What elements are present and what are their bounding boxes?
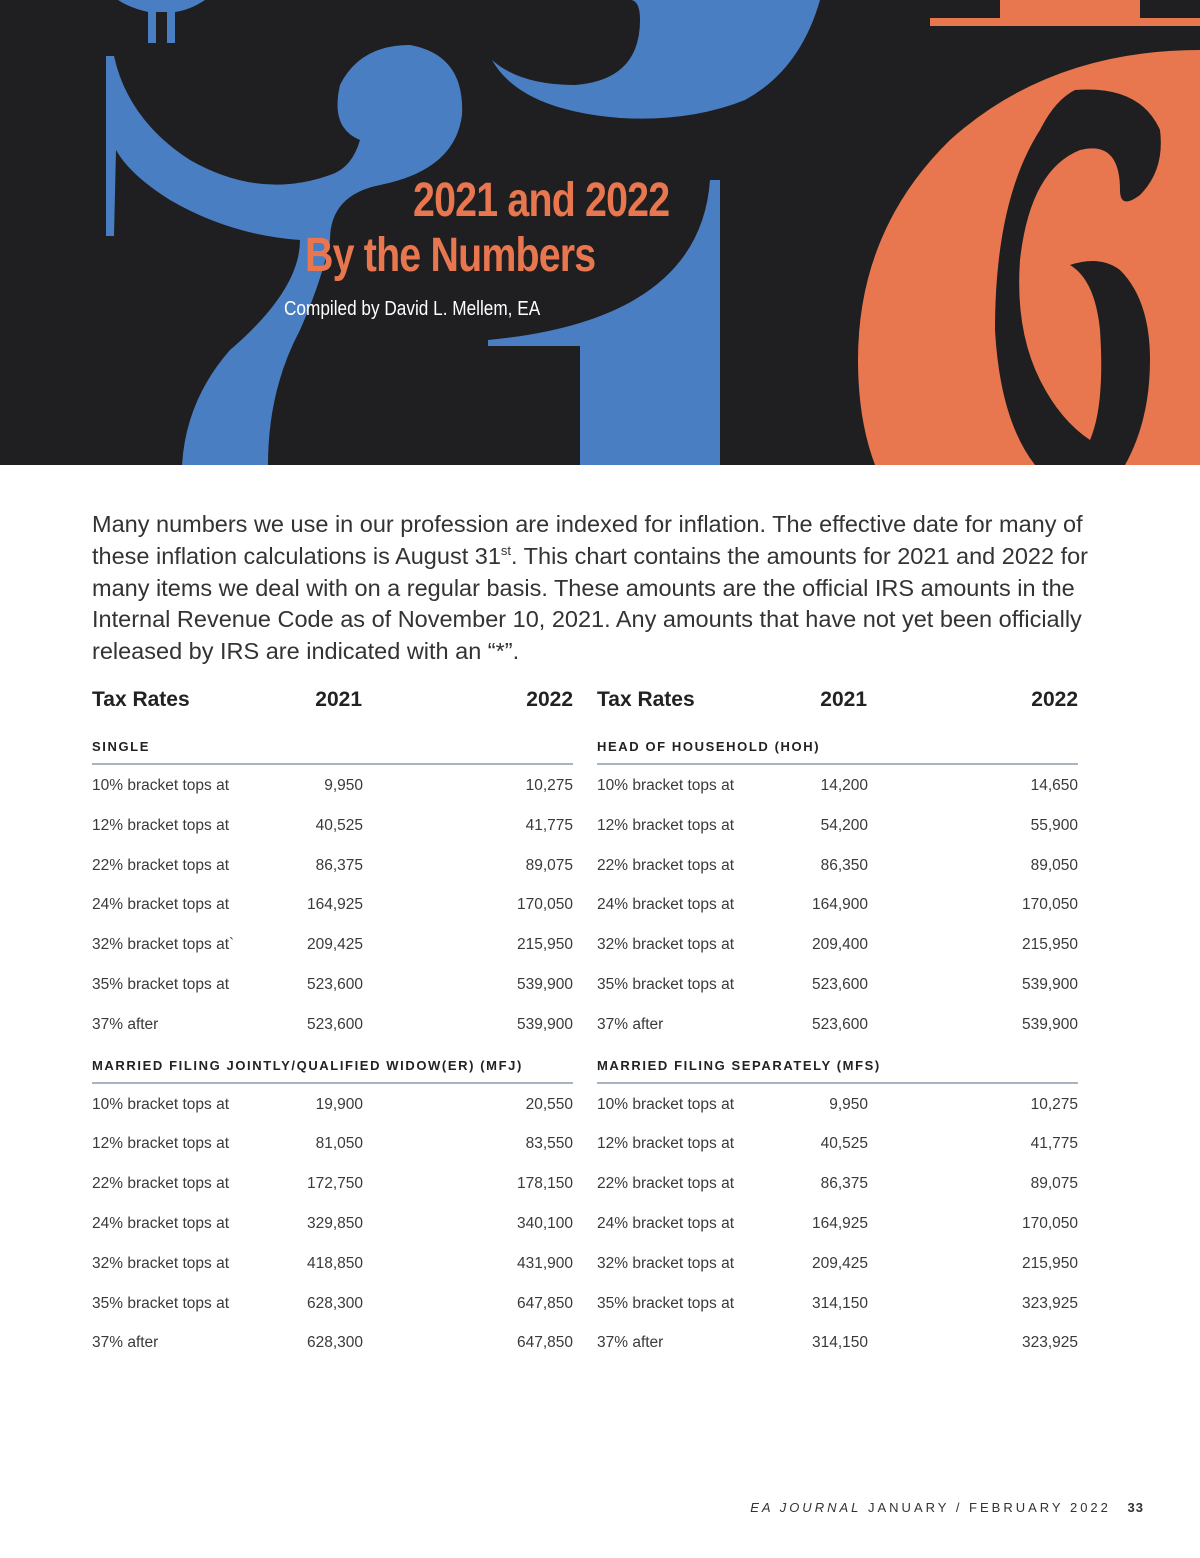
table-row bbox=[92, 1123, 573, 1163]
table-row bbox=[92, 765, 573, 805]
row-label: 24% bracket tops at bbox=[597, 896, 734, 914]
value-2022: 323,925 bbox=[1021, 1334, 1078, 1352]
value-2021: 628,300 bbox=[306, 1294, 363, 1312]
row-label: 12% bracket tops at bbox=[92, 816, 229, 834]
page-title-line1: 2021 and 2022 bbox=[413, 174, 670, 227]
tax-table-left bbox=[92, 688, 573, 1362]
row-label: 22% bracket tops at bbox=[597, 1175, 734, 1193]
value-2021: 628,300 bbox=[306, 1334, 363, 1352]
value-2022: 539,900 bbox=[1021, 1015, 1078, 1033]
table-row bbox=[597, 845, 1078, 885]
table-row bbox=[597, 1163, 1078, 1203]
table-row bbox=[597, 1004, 1078, 1044]
value-2021: 164,925 bbox=[811, 1214, 868, 1232]
value-2021: 209,400 bbox=[811, 936, 868, 954]
row-label: 37% after bbox=[92, 1334, 159, 1352]
row-label: 12% bracket tops at bbox=[597, 1135, 734, 1153]
row-label: 10% bracket tops at bbox=[597, 1095, 734, 1113]
value-2021: 14,200 bbox=[820, 777, 868, 794]
value-2022: 10,275 bbox=[525, 777, 573, 794]
value-2021: 523,600 bbox=[306, 1015, 363, 1033]
value-2021: 164,900 bbox=[811, 896, 868, 914]
table-row bbox=[597, 884, 1078, 924]
value-2022: 215,950 bbox=[516, 936, 573, 954]
table-row bbox=[92, 964, 573, 1004]
row-label: 22% bracket tops at bbox=[92, 1175, 229, 1193]
value-2021: 172,750 bbox=[306, 1175, 363, 1193]
value-2022: 431,900 bbox=[516, 1254, 573, 1272]
row-label: 12% bracket tops at bbox=[597, 816, 734, 834]
tax-table-right bbox=[597, 688, 1078, 1362]
value-2022: 170,050 bbox=[1021, 896, 1078, 914]
intro-paragraph bbox=[92, 509, 1092, 668]
header-tax-rates: Tax Rates bbox=[597, 688, 695, 711]
table-header bbox=[92, 688, 573, 718]
value-2022: 20,550 bbox=[525, 1095, 573, 1113]
value-2022: 14,650 bbox=[1030, 777, 1078, 794]
table-row bbox=[597, 1084, 1078, 1124]
table-row bbox=[597, 805, 1078, 845]
value-2021: 523,600 bbox=[811, 1015, 868, 1033]
table-row bbox=[92, 1283, 573, 1323]
value-2021: 86,350 bbox=[820, 856, 868, 874]
table-row bbox=[92, 884, 573, 924]
value-2021: 523,600 bbox=[811, 975, 868, 993]
row-label: 35% bracket tops at bbox=[597, 1294, 734, 1312]
table-row bbox=[92, 1203, 573, 1243]
value-2021: 329,850 bbox=[306, 1214, 363, 1232]
value-2022: 539,900 bbox=[1021, 975, 1078, 993]
value-2022: 647,850 bbox=[516, 1294, 573, 1312]
value-2022: 215,950 bbox=[1021, 936, 1078, 954]
value-2022: 340,100 bbox=[516, 1214, 573, 1232]
table-row bbox=[92, 1004, 573, 1044]
header-2021: 2021 bbox=[820, 688, 867, 711]
table-header bbox=[597, 688, 1078, 718]
value-2022: 323,925 bbox=[1021, 1294, 1078, 1312]
section-title: MARRIED FILING JOINTLY/QUALIFIED WIDOW(ER) (MFJ) bbox=[92, 1056, 573, 1084]
header-2022: 2022 bbox=[1031, 688, 1078, 711]
value-2021: 81,050 bbox=[315, 1135, 363, 1153]
page-title-line2: By the Numbers bbox=[305, 229, 596, 282]
value-2021: 314,150 bbox=[811, 1294, 868, 1312]
header-2022: 2022 bbox=[526, 688, 573, 711]
row-label: 24% bracket tops at bbox=[92, 1214, 229, 1232]
value-2022: 89,075 bbox=[1030, 1175, 1078, 1193]
value-2022: 10,275 bbox=[1030, 1095, 1078, 1113]
value-2022: 539,900 bbox=[516, 1015, 573, 1033]
byline: Compiled by David L. Mellem, EA bbox=[284, 298, 541, 320]
row-label: 37% after bbox=[597, 1334, 664, 1352]
value-2022: 215,950 bbox=[1021, 1254, 1078, 1272]
table-row bbox=[92, 845, 573, 885]
table-row bbox=[92, 924, 573, 964]
page-number: 33 bbox=[1127, 1500, 1144, 1515]
value-2021: 209,425 bbox=[811, 1254, 868, 1272]
row-label: 35% bracket tops at bbox=[92, 975, 229, 993]
value-2022: 55,900 bbox=[1030, 816, 1078, 834]
value-2021: 314,150 bbox=[811, 1334, 868, 1352]
row-label: 32% bracket tops at` bbox=[92, 936, 235, 954]
value-2022: 41,775 bbox=[525, 816, 573, 834]
row-label: 24% bracket tops at bbox=[92, 896, 229, 914]
row-label: 35% bracket tops at bbox=[92, 1294, 229, 1312]
value-2022: 170,050 bbox=[516, 896, 573, 914]
row-label: 22% bracket tops at bbox=[92, 856, 229, 874]
section-title: SINGLE bbox=[92, 737, 573, 765]
value-2021: 40,525 bbox=[315, 816, 363, 834]
section-title: HEAD OF HOUSEHOLD (HOH) bbox=[597, 737, 1078, 765]
table-row bbox=[597, 765, 1078, 805]
footer-issue: JANUARY / FEBRUARY 2022 bbox=[868, 1500, 1111, 1515]
table-row bbox=[92, 1243, 573, 1283]
row-label: 10% bracket tops at bbox=[92, 777, 229, 794]
table-row bbox=[597, 1203, 1078, 1243]
value-2022: 178,150 bbox=[516, 1175, 573, 1193]
row-label: 32% bracket tops at bbox=[597, 1254, 734, 1272]
table-row bbox=[92, 1322, 573, 1362]
value-2022: 89,075 bbox=[525, 856, 573, 874]
row-label: 10% bracket tops at bbox=[92, 1095, 229, 1113]
value-2021: 523,600 bbox=[306, 975, 363, 993]
value-2021: 40,525 bbox=[820, 1135, 868, 1153]
value-2022: 647,850 bbox=[516, 1334, 573, 1352]
table-row bbox=[597, 964, 1078, 1004]
hero-banner bbox=[0, 0, 1200, 465]
table-row bbox=[597, 1283, 1078, 1323]
table-row bbox=[92, 805, 573, 845]
value-2021: 9,950 bbox=[829, 1095, 868, 1113]
value-2021: 209,425 bbox=[306, 936, 363, 954]
header-2021: 2021 bbox=[315, 688, 362, 711]
row-label: 22% bracket tops at bbox=[597, 856, 734, 874]
table-row bbox=[92, 1163, 573, 1203]
table-row bbox=[92, 1084, 573, 1124]
row-label: 37% after bbox=[597, 1015, 664, 1033]
row-label: 24% bracket tops at bbox=[597, 1214, 734, 1232]
value-2021: 86,375 bbox=[820, 1175, 868, 1193]
value-2022: 89,050 bbox=[1030, 856, 1078, 874]
header-tax-rates: Tax Rates bbox=[92, 688, 190, 711]
footer-magazine: EA JOURNAL bbox=[750, 1500, 862, 1515]
table-row bbox=[597, 1322, 1078, 1362]
value-2021: 19,900 bbox=[315, 1095, 363, 1113]
value-2021: 54,200 bbox=[820, 816, 868, 834]
intro-superscript: st bbox=[500, 542, 512, 558]
value-2022: 41,775 bbox=[1030, 1135, 1078, 1153]
table-row bbox=[597, 1123, 1078, 1163]
value-2021: 9,950 bbox=[324, 777, 363, 794]
row-label: 32% bracket tops at bbox=[92, 1254, 229, 1272]
row-label: 37% after bbox=[92, 1015, 159, 1033]
decorative-numerals bbox=[0, 0, 1200, 465]
value-2022: 83,550 bbox=[525, 1135, 573, 1153]
section-title: MARRIED FILING SEPARATELY (MFS) bbox=[597, 1056, 1078, 1084]
intro-text-part1: Many numbers we use in our profession are indexed for inflation. The effective date for many of these inflation calculations is August 31 bbox=[92, 511, 1083, 569]
intro-text-part2: . This chart contains the amounts for 2021 and 2022 for many items we deal with on a regular basis. These amounts are the official IRS amounts in the Internal Revenue Code as of November 10, 2021. Any amounts that have not yet been officially released by IRS are indicated with an “*”. bbox=[92, 542, 1089, 665]
row-label: 32% bracket tops at bbox=[597, 936, 734, 954]
value-2022: 539,900 bbox=[516, 975, 573, 993]
row-label: 35% bracket tops at bbox=[597, 975, 734, 993]
table-row bbox=[597, 1243, 1078, 1283]
value-2021: 164,925 bbox=[306, 896, 363, 914]
value-2021: 86,375 bbox=[315, 856, 363, 874]
row-label: 12% bracket tops at bbox=[92, 1135, 229, 1153]
page-footer bbox=[750, 1500, 1144, 1515]
row-label: 10% bracket tops at bbox=[597, 777, 734, 794]
table-row bbox=[597, 924, 1078, 964]
value-2022: 170,050 bbox=[1021, 1214, 1078, 1232]
value-2021: 418,850 bbox=[306, 1254, 363, 1272]
